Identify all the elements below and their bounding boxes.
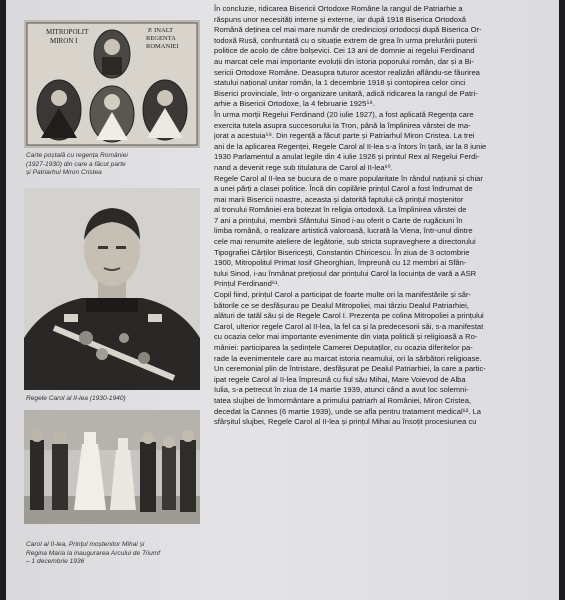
text-line: Carol, ulterior regele Carol al II-lea, la fel ca și la predecesorii săi, s-a manifestat xyxy=(214,321,484,331)
caption-line: și Patriarhul Miron Cristea xyxy=(26,169,102,177)
text-line: cu ocazia celor mai importante evenimente din viața politică și religioasă a Ro- xyxy=(214,332,478,342)
caption-ceremony xyxy=(26,541,198,567)
text-line: Copil fiind, prințul Carol a participat de foarte multe ori la manifestările și săr- xyxy=(214,290,472,300)
postcard-header-right-3: ROMANIEI xyxy=(146,43,179,50)
text-line: alături de tatăl său și de Regele Carol I. Prezența pe colina Mitropoliei a prințului xyxy=(214,311,484,321)
text-line: decedat la Cannes (6 martie 1939), unde se afla pentru tratament medical⁶². La xyxy=(214,406,481,416)
text-line: nand a devenit rege sub titulatura de Carol al II-lea⁶⁰. xyxy=(214,162,393,172)
caption-line: Regina Maria la inaugurarea Arcului de Triumf xyxy=(26,549,161,557)
text-line: sericii Ortodoxe Române. Deasupra tuturor acestor realizări aflându-se făurirea xyxy=(214,67,480,77)
caption-line: Carol al II-lea, Prințul moștenitor Mihai și xyxy=(26,541,145,548)
text-line: răspuns unor necesități interne și externe, iar după 1918 Biserica Ortodoxă xyxy=(214,14,467,24)
text-line: arhie a Bisericii Ortodoxe, la 4 februarie 1925⁵⁸. xyxy=(214,99,375,109)
text-line: Biserici provinciale, într-o organizare unitară, adică ridicarea la rangul de Patri- xyxy=(214,88,478,98)
postcard-header-left-1: MITROPOLIT xyxy=(46,28,89,36)
text-line: 7 ani a prințului, membrii Sfântului Sinod i-au oferit o Carte de rugăciuni în xyxy=(214,215,463,225)
text-line: 1900, Mitropolitul Primat Iosif Gheorghian, împreună cu 12 membri ai Sfân- xyxy=(214,258,467,268)
text-line: bătorile ce se desfășurau pe Dealul Mitropoliei, mai târziu Dealul Patriarhiei, xyxy=(214,300,469,310)
text-line: În concluzie, ridicarea Bisericii Ortodoxe Române la rangul de Patriarhie a xyxy=(214,4,463,13)
caption-line: – 1 decembrie 1936 xyxy=(26,558,85,566)
regency-postcard-photo xyxy=(24,20,200,148)
text-line: Prințul Ferdinand⁶¹. xyxy=(214,279,280,289)
text-line: exercita tutela asupra succesorului la Tron, până la împlinirea vârstei de ma- xyxy=(214,120,471,130)
text-line: a unei părți a clasei politice. Încă din copilărie prințul Carol a fost îndrumat de xyxy=(214,184,473,194)
text-line: au marcat cele mai importante evoluții din istoria poporului român, dar și a Bi- xyxy=(214,56,474,66)
caption-line: Carte poștală cu regența României xyxy=(26,152,128,159)
text-line: În urma morții Regelui Ferdinand (20 iulie 1927), a fost aplicată Regența care xyxy=(214,109,474,119)
body-text-column xyxy=(214,4,552,428)
caption-line: (1927-1930) din care a făcut parte xyxy=(26,160,126,168)
caption-portrait xyxy=(26,395,198,404)
postcard-header-right-1: P. INALT xyxy=(148,27,174,34)
text-line: politice de acolo de către bolșevici. Cei 13 ani de domnie ai regelui Ferdinand xyxy=(214,46,475,56)
caption-postcard xyxy=(26,152,198,178)
portrait-image xyxy=(24,188,200,390)
arch-inauguration-photo xyxy=(24,410,200,524)
text-line: Iulia, s-a petrecut în ziua de 14 martie 1939, atunci când a avut loc solemni- xyxy=(214,385,469,395)
text-line: ani de la aplicarea Regenței, Regele Carol al II-lea s-a întors în țară, iar la 8 iunie xyxy=(214,141,487,151)
text-line: ipat regele Carol al II-lea împreună cu fiul său Mihai, Mare Voievod de Alba xyxy=(214,374,466,384)
postcard-image xyxy=(24,20,200,148)
postcard-header-right-2: REGENTA xyxy=(146,35,176,42)
postcard-header-left-2: MIRON I xyxy=(50,37,78,45)
text-line: al tronului României era botezat în religia ortodoxă. La împlinirea vârstei de xyxy=(214,205,467,215)
text-line: todoxă Rusă, confruntată cu o situație extrem de grea în urma prelurării puterii xyxy=(214,35,477,45)
text-line: Tipografiei Cărților Bisericești, Constantin Chiricescu. În ziua de 3 octombrie xyxy=(214,247,470,257)
text-line: mâniei: participarea la ședințele Camerei Deputaților, cu ocazia diferitelor pa- xyxy=(214,343,473,352)
text-line: statului național unitar român, la 1 decembrie 1918 și contopirea celor cinci xyxy=(214,78,466,88)
text-line: tatea slujbei de înmormântare a primului patriarh al României, Miron Cristea, xyxy=(214,395,472,405)
caption-line: Regele Carol al II-lea (1930-1940) xyxy=(26,395,126,402)
text-line: tului Sinod, i-au înmânat prețiosul dar prințului Carol la locuința de vară a ASR xyxy=(214,268,477,278)
text-line: limba română, o realizare artistică valoroasă, lucrată la Viena, într-unul dintre xyxy=(214,226,473,236)
text-line: rade la evenimentele care au marcat istoria neamului, ori la sărbători religioase. xyxy=(214,353,482,363)
text-line: cele mai renumite ateliere de legătorie, sub stricta supraveghere a directorului xyxy=(214,237,476,247)
text-line: Regele Carol al II-lea se bucura de o mare popularitate în rândul națiunii și chiar xyxy=(214,173,483,183)
text-line: 1930 Parlamentul a anulat legile din 4 iulie 1926 și printul Rex al Regelui Ferdi- xyxy=(214,152,480,162)
text-line: Un ceremonial plin de întristare, desfășurat pe Dealul Patriarhiei, la care a partic- xyxy=(214,364,486,374)
body-text xyxy=(214,4,552,428)
king-carol-portrait-photo xyxy=(24,188,200,390)
ceremony-image xyxy=(24,410,200,524)
text-line: Română deținea cel mai mare număr de credincioși ortodocși după Biserica Or- xyxy=(214,25,482,35)
book-page xyxy=(6,0,559,600)
text-line: mai marii Bisericii noastre, aceasta și datorită faptului că prințul moștenitor xyxy=(214,194,464,204)
text-line: sfârșitul slujbei, Regele Carol al II-lea și prințul Mihai au însoțit procesiunea cu xyxy=(214,417,477,427)
text-line: jorat a acestuia⁵⁹. Din regență a făcut parte și Patriarhul Miron Cristea. La trei xyxy=(214,131,475,141)
